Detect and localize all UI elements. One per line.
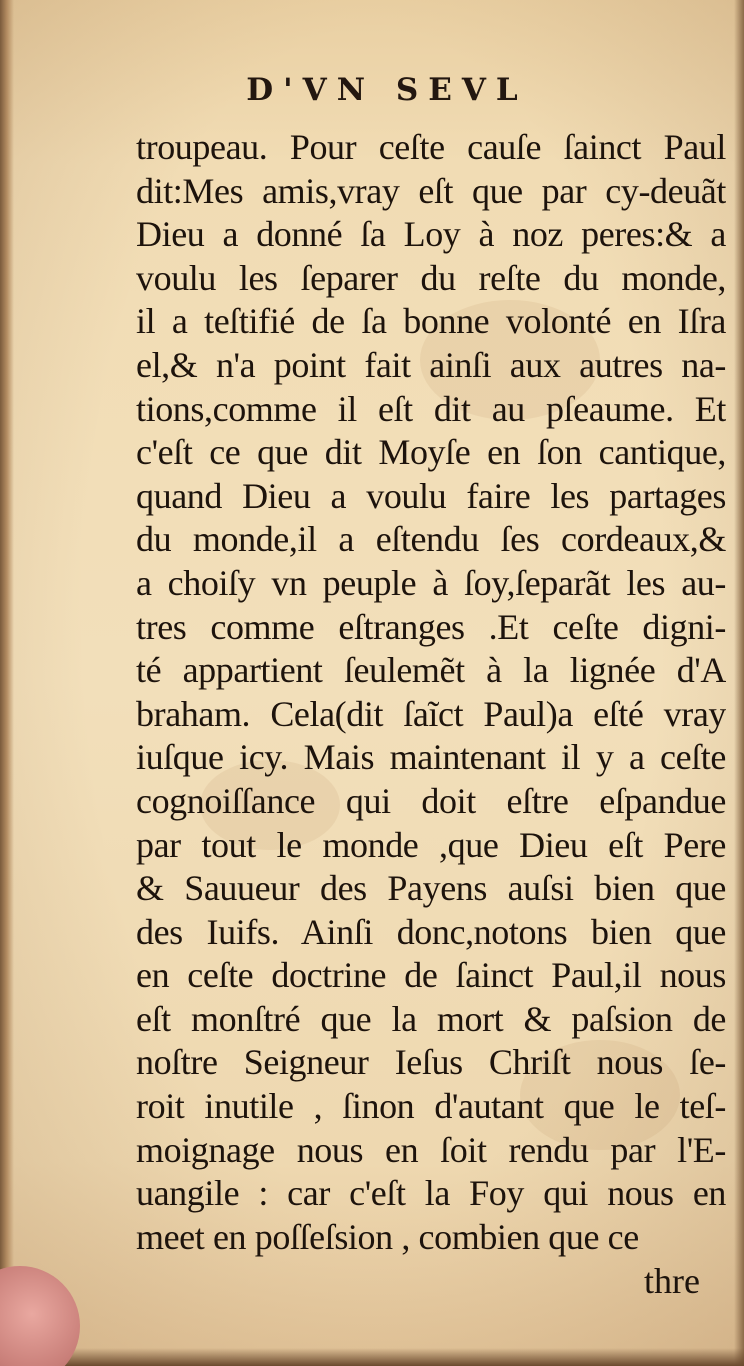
text-line: troupeau. Pour ceſte cauſe ſainct Paul: [136, 127, 726, 167]
text-line: el,& n'a point fait ainſi aux autres na-: [136, 344, 726, 385]
text-line: voulu les ſeparer du reſte du monde,: [136, 257, 726, 298]
text-line: en ceſte doctrine de ſainct Paul,il nous: [136, 955, 726, 996]
text-line: iuſque icy. Mais maintenant il y a ceſte: [136, 737, 726, 778]
body-text: [136, 126, 726, 1259]
text-line: roit inutile , ſinon d'autant que le teſ-: [136, 1086, 726, 1127]
text-line: eſt monſtré que la mort & paſsion de: [136, 998, 726, 1039]
catchword: thre: [644, 1261, 700, 1301]
reader-thumb: [0, 1266, 80, 1366]
text-line: dit:Mes amis,vray eſt que par cy-deuãt: [136, 170, 726, 211]
text-line: du monde,il a eſtendu ſes cordeaux,&: [136, 519, 726, 560]
running-head: D'VN SEVL: [246, 72, 528, 108]
text-line: cognoiſſance qui doit eſtre eſpandue: [136, 780, 726, 821]
text-line: tions,comme il eſt dit au pſeaume. Et: [136, 388, 726, 429]
text-line: té appartient ſeulemẽt à la lignée d'A: [136, 650, 726, 691]
text-line: moignage nous en ſoit rendu par l'E-: [136, 1129, 726, 1170]
page-edge-shadow: [734, 0, 744, 1366]
text-line: c'eſt ce que dit Moyſe en ſon cantique,: [136, 432, 726, 473]
text-line: & Sauueur des Payens auſsi bien que: [136, 868, 726, 909]
page-bottom-shadow: [0, 1348, 744, 1366]
text-line: il a teſtifié de ſa bonne volonté en Iſra: [136, 301, 726, 342]
page-gutter-shadow: [0, 0, 14, 1366]
text-line: Dieu a donné ſa Loy à noz peres:& a: [136, 214, 726, 255]
text-line: par tout le monde ,que Dieu eſt Pere: [136, 824, 726, 865]
text-line: braham. Cela(dit ſaĩct Paul)a eſté vray: [136, 693, 726, 734]
text-line: a choiſy vn peuple à ſoy,ſeparãt les au-: [136, 562, 726, 603]
text-line: tres comme eſtranges .Et ceſte digni-: [136, 606, 726, 647]
text-line: des Iuifs. Ainſi donc,notons bien que: [136, 911, 726, 952]
text-line: uangile : car c'eſt la Foy qui nous en: [136, 1173, 726, 1214]
text-line: quand Dieu a voulu faire les partages: [136, 475, 726, 516]
text-line: meet en poſſeſsion , combien que ce: [136, 1216, 639, 1257]
text-line: noſtre Seigneur Ieſus Chriſt nous ſe-: [136, 1042, 726, 1083]
